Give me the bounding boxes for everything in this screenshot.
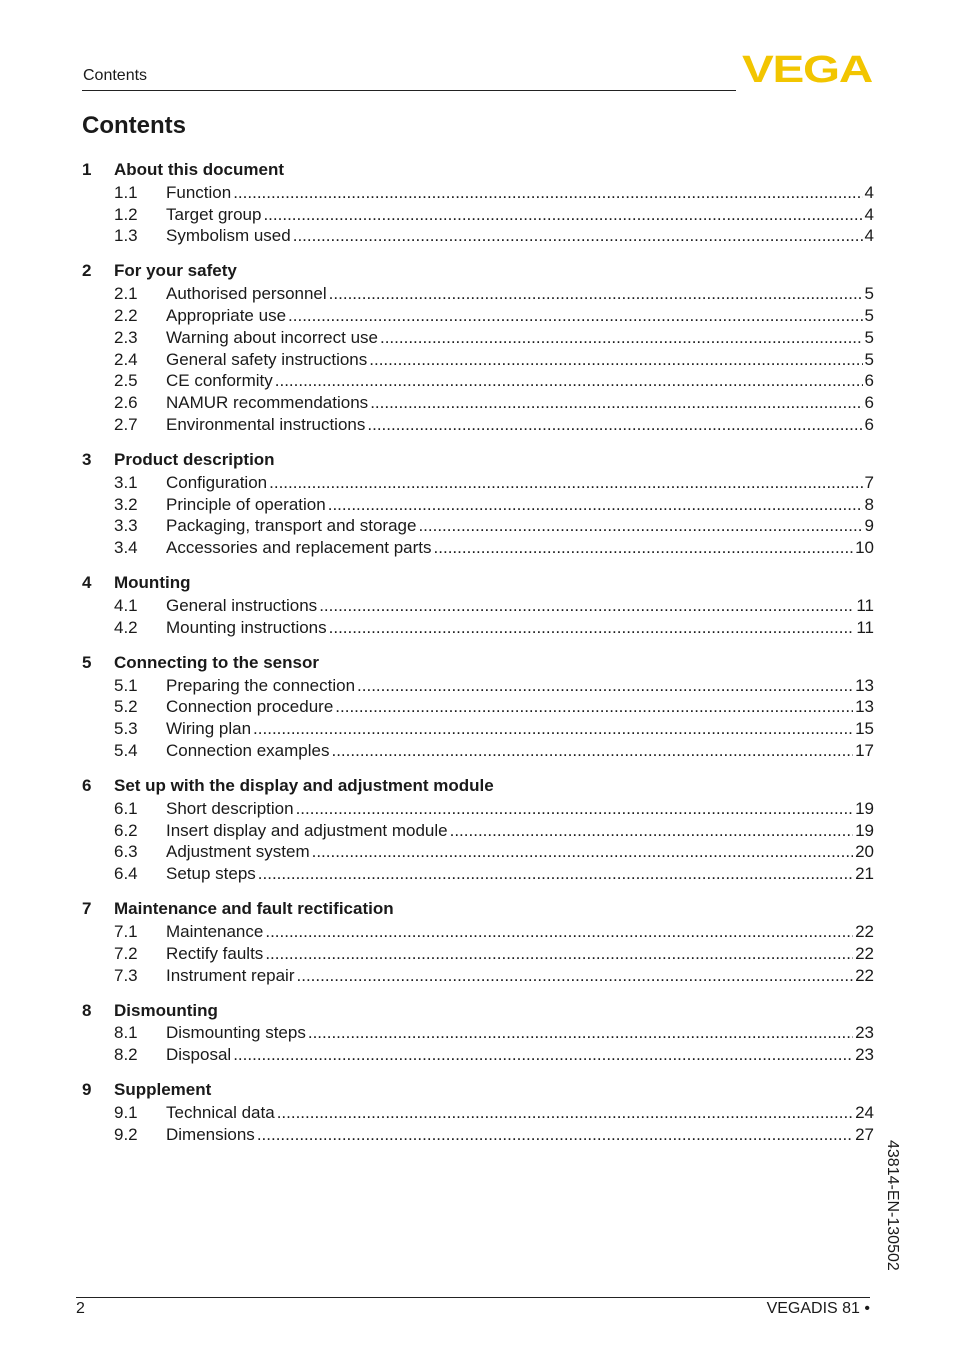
- entry-number: 5.4: [114, 741, 138, 761]
- dot-leader: [328, 495, 863, 515]
- entry-page-number: 9: [864, 516, 874, 536]
- entry-title: Insert display and adjustment module: [166, 820, 448, 840]
- chapter-number: 3: [82, 449, 92, 469]
- toc-entry[interactable]: [82, 1124, 874, 1146]
- entry-number: 5.1: [114, 675, 138, 695]
- entry-number: 5.2: [114, 697, 138, 717]
- entry-page-number: 21: [855, 864, 874, 884]
- chapter-spacer: [82, 247, 874, 259]
- entry-title: Appropriate use: [166, 306, 287, 326]
- toc-entry[interactable]: [82, 516, 874, 538]
- entry-page-number: 27: [855, 1124, 874, 1144]
- entry-number: 8.2: [114, 1045, 138, 1065]
- chapter-title: Connecting to the sensor: [114, 652, 319, 672]
- toc-entry[interactable]: [82, 965, 874, 987]
- entry-number: 2.7: [114, 415, 138, 435]
- dot-leader: [297, 966, 854, 986]
- entry-page-number: 6: [864, 415, 874, 435]
- entry-number: 3.2: [114, 494, 138, 514]
- chapter-number: 7: [82, 899, 92, 919]
- entry-title: Setup steps: [166, 864, 256, 884]
- header-rule: [82, 90, 736, 91]
- dot-leader: [293, 226, 863, 246]
- chapter-title: About this document: [114, 160, 284, 179]
- toc-entry[interactable]: [82, 798, 874, 820]
- dot-leader: [233, 183, 862, 203]
- toc-entry[interactable]: [82, 414, 874, 436]
- toc-entry[interactable]: [82, 595, 874, 617]
- entry-number: 7.1: [114, 922, 138, 942]
- toc-entry[interactable]: [82, 283, 874, 305]
- entry-page-number: 13: [855, 675, 874, 695]
- entry-number: 6.3: [114, 842, 138, 862]
- document-code: 43814-EN-130502: [884, 1140, 901, 1271]
- toc-chapter-heading[interactable]: [82, 1078, 874, 1102]
- toc-entry[interactable]: [82, 182, 874, 204]
- toc-chapter: [82, 999, 874, 1067]
- dot-leader: [450, 821, 853, 841]
- entry-title: Mounting instructions: [166, 617, 327, 637]
- entry-title: Technical data: [166, 1103, 275, 1122]
- entry-title: CE conformity: [166, 371, 273, 391]
- toc-chapter-heading[interactable]: [82, 651, 874, 675]
- toc-entry[interactable]: [82, 392, 874, 414]
- toc-entry[interactable]: [82, 472, 874, 494]
- entry-number: 2.3: [114, 327, 138, 347]
- dot-leader: [329, 284, 863, 304]
- toc-chapter-heading[interactable]: [82, 999, 874, 1023]
- entry-number: 4.1: [114, 596, 138, 616]
- entry-number: 9.2: [114, 1124, 138, 1144]
- entry-page-number: 13: [855, 697, 874, 717]
- toc-entry[interactable]: [82, 1023, 874, 1045]
- dot-leader: [257, 1125, 853, 1145]
- toc-entry[interactable]: [82, 204, 874, 226]
- entry-number: 8.1: [114, 1023, 138, 1043]
- chapter-spacer: [82, 987, 874, 999]
- entry-page-number: 7: [864, 472, 874, 492]
- dot-leader: [275, 371, 863, 391]
- entry-page-number: 22: [855, 965, 874, 985]
- svg-text:VEGA: VEGA: [742, 52, 872, 84]
- entry-number: 1.2: [114, 204, 138, 224]
- dot-leader: [370, 393, 862, 413]
- entry-number: 3.3: [114, 516, 138, 536]
- entry-page-number: 17: [855, 741, 874, 761]
- entry-number: 5.3: [114, 719, 138, 739]
- entry-page-number: 8: [864, 494, 874, 514]
- chapter-number: 9: [82, 1080, 92, 1100]
- entry-title: Accessories and replacement parts: [166, 538, 432, 558]
- entry-page-number: 24: [855, 1103, 874, 1122]
- entry-page-number: 23: [855, 1023, 874, 1043]
- toc-entry[interactable]: [82, 921, 874, 943]
- chapter-spacer: [82, 639, 874, 651]
- entry-title: Configuration: [166, 472, 268, 492]
- toc-entry[interactable]: [82, 226, 874, 248]
- chapter-title: Set up with the display and adjustment module: [114, 775, 494, 795]
- dot-leader: [434, 538, 854, 558]
- chapter-spacer: [82, 559, 874, 571]
- entry-title: Adjustment system: [166, 842, 310, 862]
- entry-number: 3.1: [114, 472, 138, 492]
- entry-number: 1.3: [114, 226, 138, 246]
- toc-chapter-heading[interactable]: [82, 158, 874, 182]
- entry-number: 2.4: [114, 349, 138, 369]
- entry-page-number: 5: [864, 349, 874, 369]
- chapter-number: 4: [82, 573, 92, 593]
- dot-leader: [331, 741, 853, 761]
- dot-leader: [312, 842, 853, 862]
- footer-product-name: VEGADIS 81 •: [766, 1300, 870, 1317]
- toc-chapter-heading[interactable]: [82, 897, 874, 921]
- toc-entry[interactable]: [82, 820, 874, 842]
- entry-page-number: 15: [855, 719, 874, 739]
- entry-title: Packaging, transport and storage: [166, 516, 417, 536]
- page-title: Contents: [82, 112, 186, 139]
- toc-entry[interactable]: [82, 1044, 874, 1066]
- dot-leader: [335, 697, 853, 717]
- dot-leader: [357, 676, 853, 696]
- entry-page-number: 4: [864, 204, 874, 224]
- chapter-spacer: [82, 436, 874, 448]
- entry-page-number: 6: [864, 393, 874, 413]
- footer-page-number: 2: [76, 1300, 85, 1317]
- toc-chapter: [82, 448, 874, 559]
- entry-title: Principle of operation: [166, 494, 326, 514]
- entry-title: Connection examples: [166, 741, 330, 761]
- toc-entry[interactable]: [82, 943, 874, 965]
- entry-number: 7.3: [114, 965, 138, 985]
- chapter-title: For your safety: [114, 261, 237, 281]
- entry-page-number: 19: [855, 820, 874, 840]
- chapter-number: 1: [82, 160, 92, 179]
- entry-title: Rectify faults: [166, 943, 264, 963]
- entry-title: Disposal: [166, 1045, 232, 1065]
- entry-page-number: 5: [864, 284, 874, 304]
- entry-title: Symbolism used: [166, 226, 291, 246]
- toc-chapter: [82, 897, 874, 986]
- dot-leader: [258, 864, 853, 884]
- toc-chapter-heading[interactable]: [82, 448, 874, 472]
- toc-entry[interactable]: [82, 697, 874, 719]
- entry-title: Wiring plan: [166, 719, 252, 739]
- entry-number: 6.2: [114, 820, 138, 840]
- toc-entry[interactable]: [82, 537, 874, 559]
- entry-page-number: 4: [864, 226, 874, 246]
- entry-page-number: 19: [855, 798, 874, 818]
- dot-leader: [265, 944, 853, 964]
- entry-number: 7.2: [114, 943, 138, 963]
- entry-number: 6.4: [114, 864, 138, 884]
- footer-rule: [76, 1297, 870, 1298]
- chapter-title: Product description: [114, 449, 275, 469]
- entry-page-number: 22: [855, 922, 874, 942]
- toc-entry[interactable]: [82, 740, 874, 762]
- entry-page-number: 22: [855, 943, 874, 963]
- entry-title: Dismounting steps: [166, 1023, 306, 1043]
- entry-title: NAMUR recommendations: [166, 393, 369, 413]
- entry-number: 2.1: [114, 284, 138, 304]
- toc-entry[interactable]: [82, 617, 874, 639]
- entry-title: Dimensions: [166, 1124, 255, 1144]
- entry-title: General instructions: [166, 596, 318, 616]
- toc-chapter-heading[interactable]: [82, 571, 874, 595]
- dot-leader: [263, 205, 862, 225]
- toc-entry[interactable]: [82, 863, 874, 885]
- toc-entry[interactable]: [82, 675, 874, 697]
- entry-title: Authorised personnel: [166, 284, 327, 304]
- entry-page-number: 11: [856, 617, 874, 637]
- entry-page-number: 6: [864, 371, 874, 391]
- toc-chapter: [82, 1078, 874, 1146]
- toc-entry[interactable]: [82, 349, 874, 371]
- dot-leader: [319, 596, 854, 616]
- chapter-spacer: [82, 762, 874, 774]
- toc-chapter: [82, 158, 874, 247]
- dot-leader: [380, 328, 863, 348]
- toc-entry[interactable]: [82, 305, 874, 327]
- toc-entry[interactable]: [82, 327, 874, 349]
- entry-title: Environmental instructions: [166, 415, 366, 435]
- chapter-number: 6: [82, 775, 92, 795]
- chapter-title: Maintenance and fault rectification: [114, 899, 394, 919]
- toc-entry[interactable]: [82, 494, 874, 516]
- toc-entry[interactable]: [82, 718, 874, 740]
- entry-number: 1.1: [114, 182, 138, 202]
- toc-chapter-heading[interactable]: [82, 774, 874, 798]
- vega-logo: [742, 52, 872, 89]
- entry-number: 2.5: [114, 371, 138, 391]
- dot-leader: [329, 618, 855, 638]
- dot-leader: [308, 1023, 853, 1043]
- chapter-number: 2: [82, 261, 92, 281]
- dot-leader: [269, 473, 862, 493]
- entry-title: Short description: [166, 798, 294, 818]
- dot-leader: [277, 1103, 853, 1123]
- entry-number: 2.2: [114, 306, 138, 326]
- entry-title: Preparing the connection: [166, 675, 356, 695]
- entry-number: 3.4: [114, 538, 138, 558]
- entry-title: Target group: [166, 204, 262, 224]
- entry-number: 9.1: [114, 1103, 138, 1122]
- entry-page-number: 20: [855, 842, 874, 862]
- running-header: Contents: [83, 67, 148, 84]
- table-of-contents: [82, 158, 874, 1146]
- dot-leader: [369, 350, 862, 370]
- entry-page-number: 5: [864, 306, 874, 326]
- chapter-number: 8: [82, 1000, 92, 1020]
- dot-leader: [288, 306, 863, 326]
- dot-leader: [367, 415, 862, 435]
- toc-chapter: [82, 774, 874, 885]
- dot-leader: [253, 719, 853, 739]
- entry-page-number: 4: [864, 182, 874, 202]
- entry-page-number: 23: [855, 1045, 874, 1065]
- entry-page-number: 11: [856, 596, 874, 616]
- chapter-title: Mounting: [114, 573, 191, 593]
- toc-chapter-heading[interactable]: [82, 259, 874, 283]
- dot-leader: [418, 516, 862, 536]
- dot-leader: [233, 1045, 853, 1065]
- chapter-title: Supplement: [114, 1080, 212, 1100]
- entry-title: Warning about incorrect use: [166, 327, 378, 347]
- chapter-spacer: [82, 885, 874, 897]
- dot-leader: [265, 922, 853, 942]
- toc-entry[interactable]: [82, 842, 874, 864]
- toc-chapter: [82, 651, 874, 762]
- entry-title: Function: [166, 182, 232, 202]
- entry-title: Instrument repair: [166, 965, 295, 985]
- chapter-title: Dismounting: [114, 1000, 218, 1020]
- toc-entry[interactable]: [82, 1102, 874, 1124]
- entry-page-number: 5: [864, 327, 874, 347]
- entry-number: 6.1: [114, 798, 138, 818]
- entry-number: 4.2: [114, 617, 138, 637]
- dot-leader: [296, 799, 854, 819]
- chapter-spacer: [82, 1066, 874, 1078]
- chapter-number: 5: [82, 652, 92, 672]
- entry-page-number: 10: [855, 538, 874, 558]
- toc-chapter: [82, 259, 874, 436]
- entry-title: General safety instructions: [166, 349, 368, 369]
- entry-number: 2.6: [114, 393, 138, 413]
- entry-title: Maintenance: [166, 922, 264, 942]
- toc-chapter: [82, 571, 874, 639]
- entry-title: Connection procedure: [166, 697, 334, 717]
- toc-entry[interactable]: [82, 371, 874, 393]
